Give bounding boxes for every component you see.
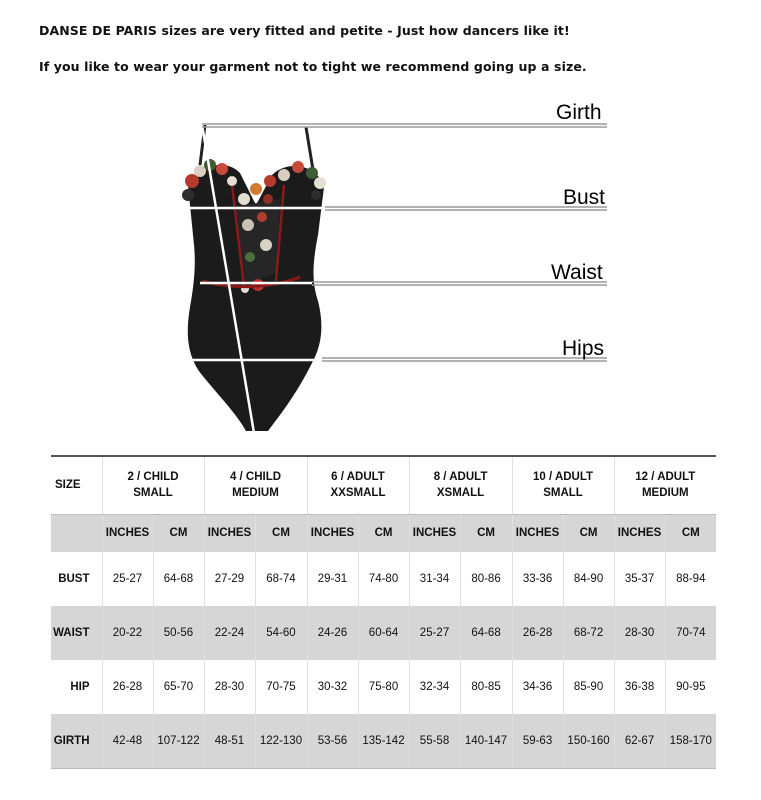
row-label: HIP (70, 681, 90, 693)
size-column-header: 8 / ADULT XSMALL (409, 456, 512, 514)
table-cell: 25-27 (409, 606, 460, 660)
unit-cell: INCHES (204, 514, 255, 552)
table-cell: 68-72 (563, 606, 614, 660)
bodysuit-illustration (0, 95, 761, 440)
table-row-waist (51, 606, 716, 660)
table-cell: 26-28 (102, 660, 153, 714)
unit-cell: CM (358, 514, 409, 552)
table-cell: 28-30 (204, 660, 255, 714)
girth-label: Girth (556, 101, 602, 124)
table-cell: 42-48 (102, 714, 153, 768)
units-row (51, 514, 716, 552)
table-cell: 64-68 (460, 606, 512, 660)
table-cell: 107-122 (153, 714, 204, 768)
table-cell: 140-147 (460, 714, 512, 768)
table-cell: 70-74 (665, 606, 716, 660)
unit-cell: INCHES (102, 514, 153, 552)
table-cell: 22-24 (204, 606, 255, 660)
size-header-cell: SIZE (51, 456, 102, 514)
table-cell: 20-22 (102, 606, 153, 660)
intro-line-sizing-advice: If you like to wear your garment not to tight we recommend going up a size. (39, 59, 587, 74)
table-cell: 24-26 (307, 606, 358, 660)
table-cell: 50-56 (153, 606, 204, 660)
table-cell: 64-68 (153, 552, 204, 606)
table-cell: 122-130 (255, 714, 307, 768)
table-cell: 34-36 (512, 660, 563, 714)
table-cell: 74-80 (358, 552, 409, 606)
unit-cell: INCHES (512, 514, 563, 552)
intro-line-fit: DANSE DE PARIS sizes are very fitted and petite - Just how dancers like it! (39, 23, 570, 38)
size-header-row (51, 456, 716, 514)
size-column-header: 10 / ADULT SMALL (512, 456, 614, 514)
table-cell: 35-37 (614, 552, 665, 606)
waist-label: Waist (551, 261, 603, 284)
table-cell: 25-27 (102, 552, 153, 606)
table-cell: 27-29 (204, 552, 255, 606)
table-row-bust (51, 552, 716, 606)
table-cell: 88-94 (665, 552, 716, 606)
unit-cell: CM (563, 514, 614, 552)
table-cell: 75-80 (358, 660, 409, 714)
row-label: WAIST (53, 627, 90, 639)
table-cell: 36-38 (614, 660, 665, 714)
table-cell: 68-74 (255, 552, 307, 606)
unit-cell: CM (665, 514, 716, 552)
unit-cell: CM (460, 514, 512, 552)
table-cell: 135-142 (358, 714, 409, 768)
table-cell: 84-90 (563, 552, 614, 606)
table-cell: 60-64 (358, 606, 409, 660)
hips-label: Hips (562, 337, 605, 360)
table-cell: 54-60 (255, 606, 307, 660)
table-cell: 26-28 (512, 606, 563, 660)
size-column-header: 12 / ADULT MEDIUM (614, 456, 716, 514)
table-row-hip (51, 660, 716, 714)
table-cell: 65-70 (153, 660, 204, 714)
table-cell: 29-31 (307, 552, 358, 606)
bodysuit-measurement-figure (0, 95, 761, 440)
table-cell: 80-86 (460, 552, 512, 606)
table-cell: 53-56 (307, 714, 358, 768)
unit-cell: INCHES (307, 514, 358, 552)
table-cell: 158-170 (665, 714, 716, 768)
size-column-header: 6 / ADULT XXSMALL (307, 456, 409, 514)
table-cell: 32-34 (409, 660, 460, 714)
table-row-girth (51, 714, 716, 768)
right-strap (306, 127, 313, 170)
unit-cell: INCHES (614, 514, 665, 552)
table-cell: 85-90 (563, 660, 614, 714)
row-label: BUST (58, 573, 90, 585)
table-cell: 90-95 (665, 660, 716, 714)
table-cell: 30-32 (307, 660, 358, 714)
table-cell: 150-160 (563, 714, 614, 768)
table-cell: 28-30 (614, 606, 665, 660)
table-cell: 70-75 (255, 660, 307, 714)
unit-cell: CM (255, 514, 307, 552)
unit-cell: INCHES (409, 514, 460, 552)
bust-label: Bust (563, 186, 606, 209)
table-cell: 80-85 (460, 660, 512, 714)
size-chart-table (51, 455, 716, 769)
table-cell: 59-63 (512, 714, 563, 768)
units-blank-cell (51, 514, 102, 552)
size-column-header: 4 / CHILD MEDIUM (204, 456, 307, 514)
unit-cell: CM (153, 514, 204, 552)
row-label: GIRTH (51, 714, 102, 768)
table-cell: 62-67 (614, 714, 665, 768)
size-column-header: 2 / CHILD SMALL (102, 456, 204, 514)
table-cell: 55-58 (409, 714, 460, 768)
table-cell: 33-36 (512, 552, 563, 606)
table-cell: 48-51 (204, 714, 255, 768)
table-cell: 31-34 (409, 552, 460, 606)
